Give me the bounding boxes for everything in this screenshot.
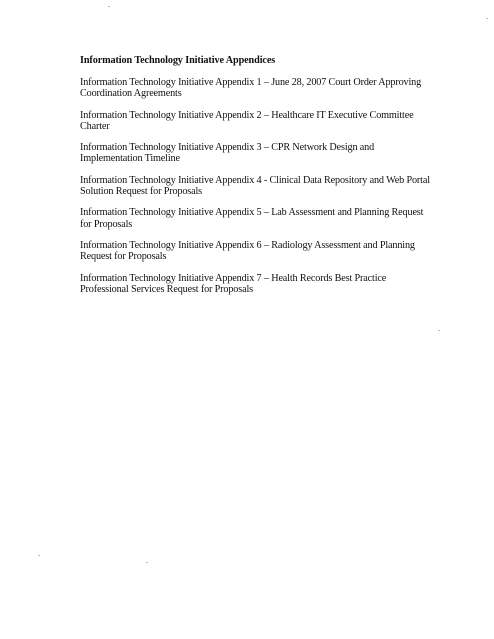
appendix-item-5 <box>80 207 440 229</box>
appendix-item-line: Coordination Agreements <box>80 88 182 100</box>
scan-speck <box>486 18 488 19</box>
appendix-item-line: Information Technology Initiative Appendix 4 - Clinical Data Repository and Web Portal <box>80 174 430 186</box>
scan-speck <box>146 562 148 563</box>
appendix-item-line: Implementation Timeline <box>80 153 180 165</box>
appendix-item-line: Professional Services Request for Proposals <box>80 283 253 295</box>
scan-speck <box>38 555 40 556</box>
appendix-item-1 <box>80 77 440 99</box>
appendix-item-line: Charter <box>80 120 110 132</box>
appendix-item-3 <box>80 142 440 164</box>
appendix-item-line: Solution Request for Proposals <box>80 185 202 197</box>
scan-speck <box>438 330 440 331</box>
appendix-item-line: Request for Proposals <box>80 251 167 263</box>
appendix-item-line: Information Technology Initiative Appendix 1 – June 28, 2007 Court Order Approving <box>80 77 422 88</box>
document-body <box>80 55 440 305</box>
appendix-item-6 <box>80 240 440 262</box>
document-heading: Information Technology Initiative Appendices <box>80 55 276 66</box>
appendix-item-4 <box>80 175 440 197</box>
appendix-item-line: Information Technology Initiative Appendix 2 – Healthcare IT Executive Committee <box>80 109 414 121</box>
appendix-item-2 <box>80 110 440 132</box>
appendix-item-line: Information Technology Initiative Appendix 6 – Radiology Assessment and Planning <box>80 239 415 251</box>
appendix-item-line: Information Technology Initiative Appendix 5 – Lab Assessment and Planning Request <box>80 207 424 219</box>
appendix-item-line: for Proposals <box>80 218 133 230</box>
appendix-item-line: Information Technology Initiative Appendix 3 – CPR Network Design and <box>80 142 375 154</box>
scan-speck <box>108 6 110 7</box>
appendix-item-line: Information Technology Initiative Appendix 7 – Health Records Best Practice <box>80 272 387 284</box>
appendix-item-7 <box>80 273 440 295</box>
